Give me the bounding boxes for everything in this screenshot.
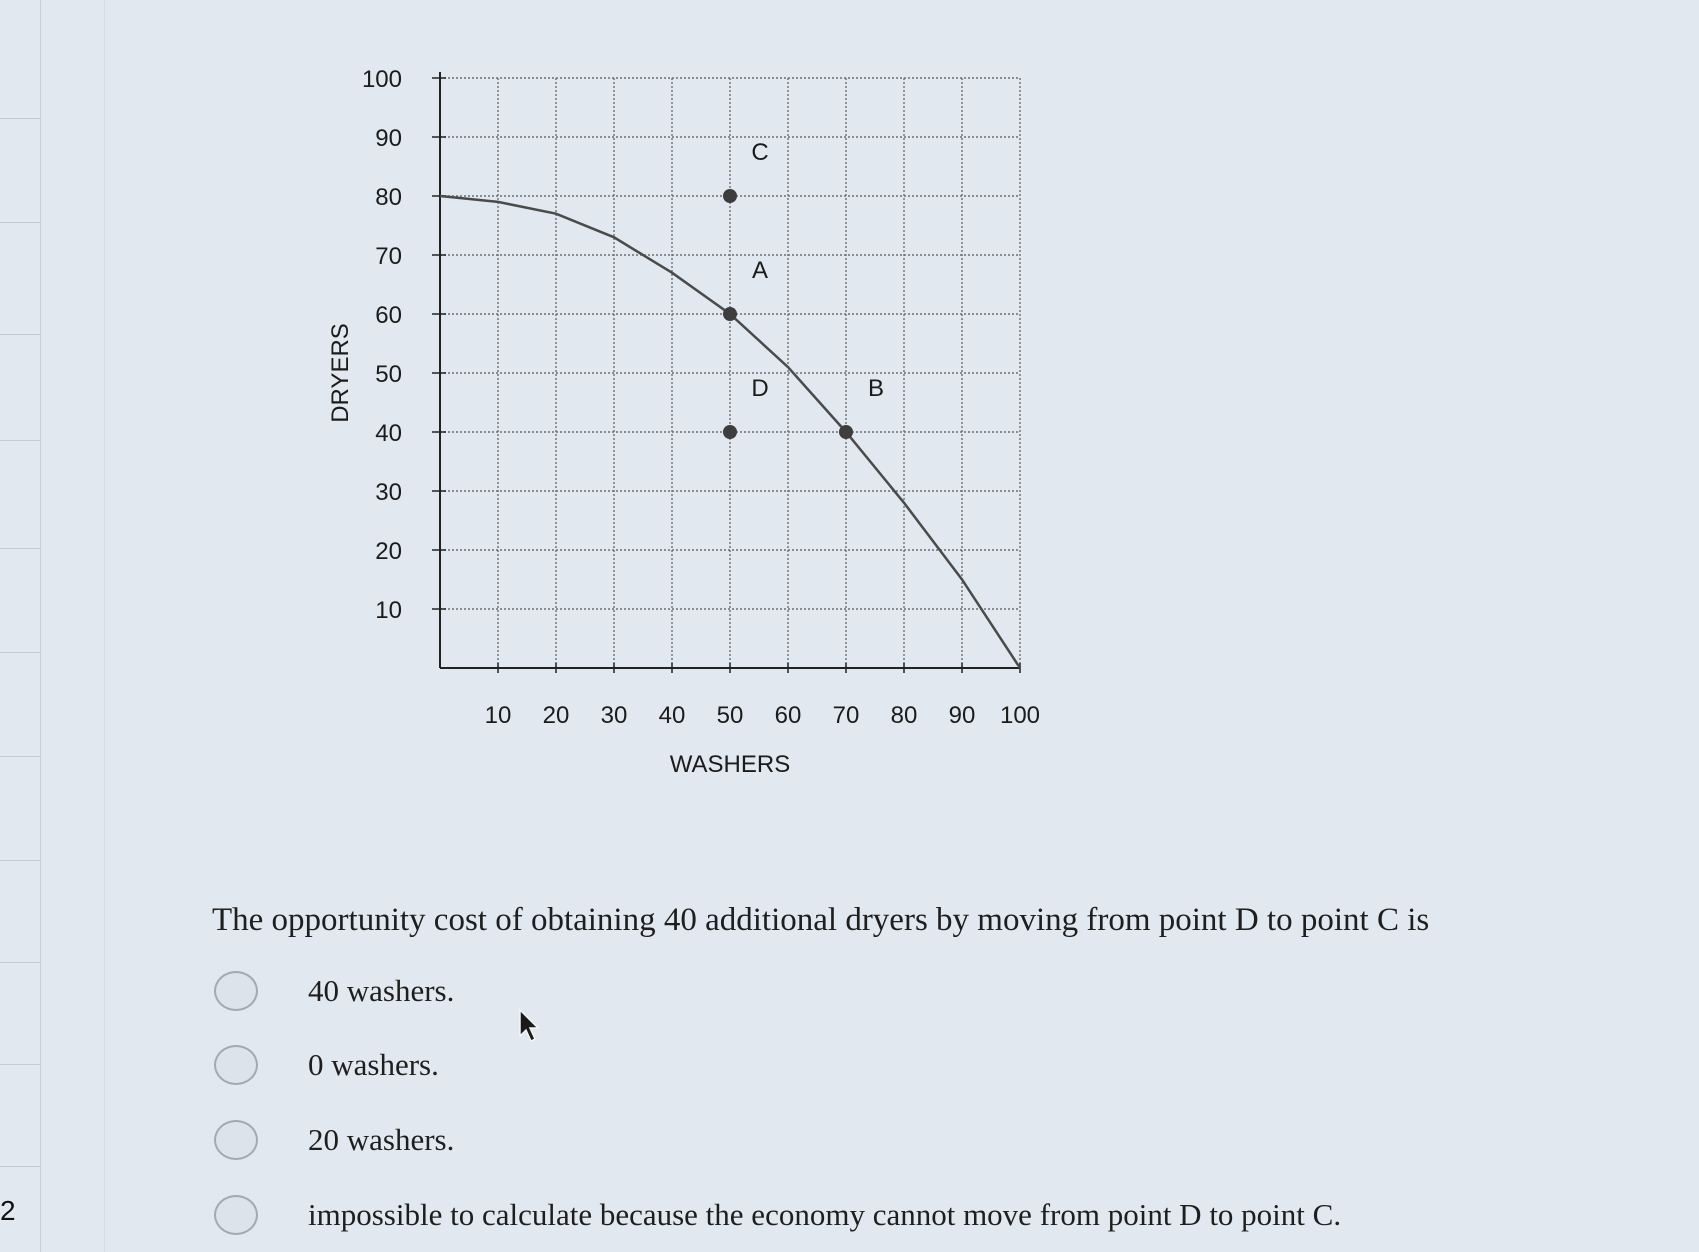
option-0-washers[interactable]: [214, 1040, 1514, 1090]
point-d: [723, 425, 737, 439]
point-label-b: B: [867, 375, 885, 402]
x-tick-label: 100: [999, 702, 1041, 729]
y-tick-label: 60: [375, 302, 402, 329]
y-tick-label: 40: [375, 420, 402, 447]
x-tick-label: 20: [542, 702, 570, 729]
option-label: impossible to calculate because the economy cannot move from point D to point C.: [308, 1197, 1342, 1232]
rail-divider: [0, 860, 40, 861]
ppf-chart: [320, 40, 1080, 800]
rail-divider: [0, 652, 40, 653]
option-label: 40 washers.: [308, 973, 455, 1008]
point-label-c: C: [751, 139, 769, 166]
y-tick-label: 50: [375, 361, 402, 388]
question-text: The opportunity cost of obtaining 40 additional dryers by moving from point D to point C is: [212, 902, 1430, 938]
question-number: 2: [0, 1195, 16, 1226]
x-tick-label: 60: [774, 702, 802, 729]
rail-divider: [0, 548, 40, 549]
radio-button[interactable]: [214, 971, 258, 1011]
x-tick-label: 90: [948, 702, 976, 729]
rail-divider: [0, 118, 40, 119]
radio-button[interactable]: [214, 1045, 258, 1085]
point-c: [723, 189, 737, 203]
option-20-washers[interactable]: [214, 1115, 1514, 1165]
y-tick-label: 80: [375, 184, 402, 211]
rail-divider: [0, 962, 40, 963]
option-label: 20 washers.: [308, 1122, 455, 1157]
point-label-a: A: [751, 257, 769, 284]
mouse-cursor-icon: [518, 1008, 542, 1044]
x-tick-label: 40: [658, 702, 686, 729]
y-tick-label: 20: [375, 538, 402, 565]
y-tick-label: 90: [375, 125, 402, 152]
radio-button[interactable]: [214, 1195, 258, 1235]
y-axis-title: DRYERS: [327, 323, 354, 423]
option-impossible[interactable]: [214, 1190, 1514, 1240]
rail-divider: [0, 1166, 40, 1167]
rail-divider: [0, 440, 40, 441]
y-tick-label: 30: [375, 479, 402, 506]
x-tick-label: 80: [890, 702, 918, 729]
x-axis-title: WASHERS: [669, 751, 791, 778]
point-label-d: D: [751, 375, 769, 402]
radio-button[interactable]: [214, 1120, 258, 1160]
option-40-washers[interactable]: [214, 966, 1514, 1016]
point-b: [839, 425, 853, 439]
y-tick-label: 100: [361, 66, 402, 93]
x-tick-label: 50: [716, 702, 744, 729]
rail-divider: [0, 222, 40, 223]
y-tick-label: 70: [375, 243, 402, 270]
y-tick-label: 10: [375, 597, 402, 624]
left-rail: [0, 0, 41, 1252]
option-label: 0 washers.: [308, 1047, 439, 1082]
x-tick-label: 10: [484, 702, 512, 729]
x-tick-label: 30: [600, 702, 628, 729]
rail-divider: [0, 334, 40, 335]
x-tick-label: 70: [832, 702, 860, 729]
rail-divider: [0, 756, 40, 757]
content-edge: [104, 0, 105, 1252]
rail-divider: [0, 1064, 40, 1065]
point-a: [723, 307, 737, 321]
